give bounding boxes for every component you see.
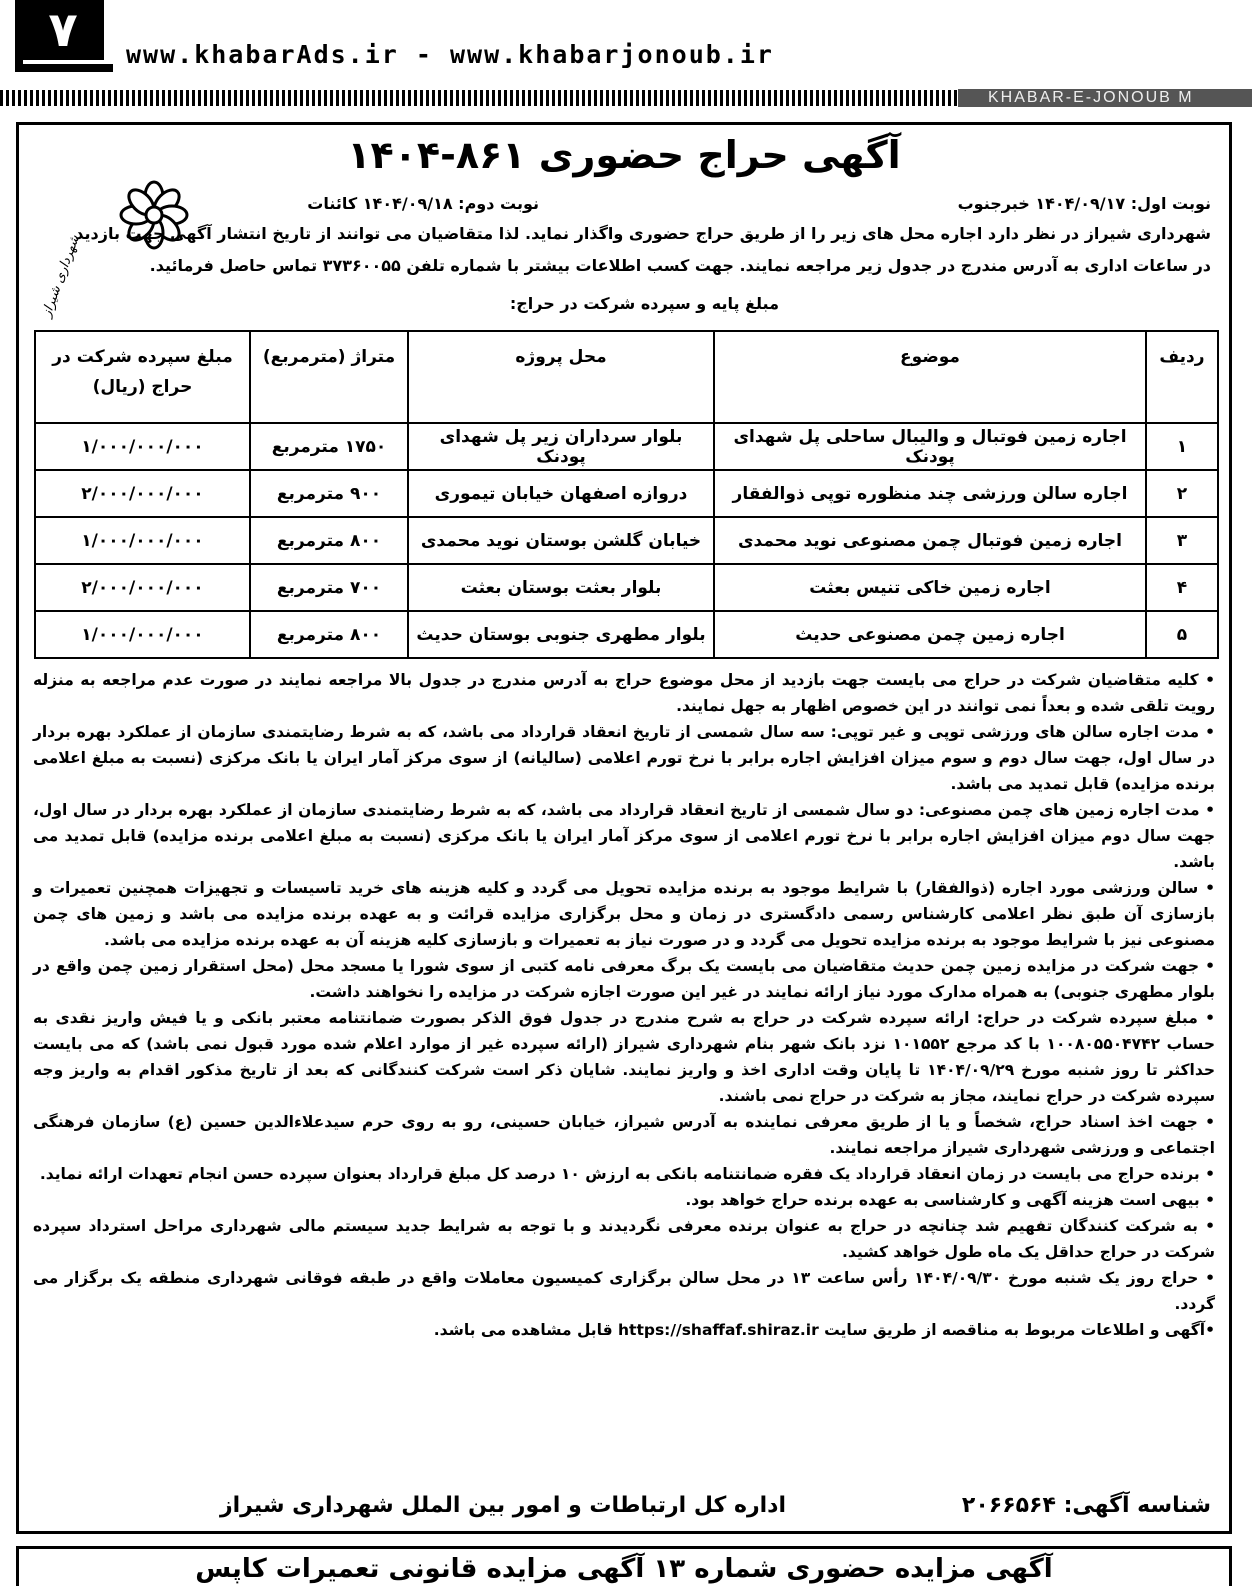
auction-table	[34, 330, 1219, 659]
auction-ad	[16, 122, 1232, 1534]
bullet-item: • حراج روز یک شنبه مورخ ۱۴۰۴/۰۹/۳۰ رأس ساعت ۱۳ در محل سالن برگزاری کمیسیون معاملات واقع در طبقه فوقانی شهرداری منطقه یک برگزار می گردد.	[33, 1269, 1215, 1313]
svg-text:شهرداری شیراز: شهرداری شیراز	[39, 233, 83, 320]
table-row	[35, 611, 1218, 658]
bullet-item: • جهت شرکت در مزایده زمین چمن حدیث متقاضیان می بایست یک برگ معرفی نامه کتبی از سوی شورا یا مسجد محل (محل استقرار زمین چمن واقع در بلوار مطهری جنوبی) به همراه مدارک مورد نیاز ارائه نمایند در غیر این صورت اجازه شرکت در مزایده را نخواهند داشت.	[33, 957, 1215, 1001]
next-ad-title: آگهی مزایده حضوری شماره ۱۳ آگهی مزایده قانونی تعمیرات کاپس	[16, 1546, 1232, 1586]
row-number: ۲	[1146, 470, 1218, 517]
header-row-number: ردیف	[1146, 331, 1218, 423]
row-location: بلوار سرداران زیر پل شهدای پودنک	[408, 423, 714, 470]
row-deposit: ۲/۰۰۰/۰۰۰/۰۰۰	[35, 564, 250, 611]
intro-line-1: شهرداری شیراز در نظر دارد اجاره محل های زیر را از طریق حراج حضوری واگذار نماید. لذا متقاضیان می توانند از تاریخ انتشار آگهی جهت بازدید	[75, 224, 1211, 243]
table-row	[35, 564, 1218, 611]
page-number-frame-bottom	[15, 64, 113, 72]
row-number: ۳	[1146, 517, 1218, 564]
header-barcode-strip	[0, 90, 958, 106]
bullet-item: • کلیه متقاضیان شرکت در حراج می بایست جهت بازدید از محل موضوع حراج به آدرس مندرج در جدول بالا مراجعه نمایند در صورت عدم مراجعه به منزله رویت تلقی شده و بعداً نمی توانند در این خصوص اظهار به جهل نمایند.	[33, 671, 1215, 715]
row-deposit: ۱/۰۰۰/۰۰۰/۰۰۰	[35, 517, 250, 564]
row-deposit: ۱/۰۰۰/۰۰۰/۰۰۰	[35, 611, 250, 658]
row-area: ۷۰۰ مترمربع	[250, 564, 408, 611]
row-number: ۱	[1146, 423, 1218, 470]
header-deposit: مبلغ سپرده شرکت در حراج (ریال)	[35, 331, 250, 423]
newspaper-brand: KHABAR-E-JONOUB M	[958, 89, 1252, 107]
bullet-item: • مبلغ سپرده شرکت در حراج: ارائه سپرده شرکت در حراج به شرح مندرج در جدول فوق الذکر بصورت ضمانتنامه معتبر بانکی و یا فیش واریز نقدی به حساب ۱۰۰۸۰۵۵۰۴۷۴۲ با کد مرجع ۱۰۱۵۵۲ نزد بانک شهر بنام شهرداری شیراز (ارائه سپرده غیر از موارد اعلام شده مورد قبول نمی باشد) که می بایست حداکثر تا روز شنبه مورخ ۱۴۰۴/۰۹/۲۹ تا پایان وقت اداری اخذ و واریز نمایند. شایان ذکر است شرکت کنندگانی که بعد از تاریخ مذکور اقدام به واریز وجه سپرده شرکت در حراج نمایند، مجاز به شرکت در حراج نمی باشند.	[33, 1009, 1216, 1105]
ad-title: آگهی حراج حضوری ۸۶۱-۱۴۰۴	[347, 133, 901, 177]
bullet-item: • بیهی است هزینه آگهی و کارشناسی به عهده برنده حراج خواهد بود.	[685, 1191, 1215, 1209]
bullet-item: • مدت اجاره زمین های چمن مصنوعی: دو سال شمسی از تاریخ انعقاد قرارداد می باشد، که به شرط رضایتمندی سازمان از عملکرد بهره بردار در سال اول، جهت سال دوم میزان افزایش اجاره برابر با نرخ تورم اعلامی از سوی مرکز آمار ایران یا بانک مرکزی (نسبت به مبلغ اعلامی برنده مزایده) قابل تمدید می باشد.	[33, 801, 1215, 871]
table-header-row	[35, 331, 1218, 423]
bullet-item: • به شرکت کنندگان تفهیم شد چنانچه در حراج به عنوان برنده معرفی نگردیدند و با توجه به شرایط جدید سیستم مالی شهرداری مراحل استرداد سپرده شرکت در حراج حداقل یک ماه طول خواهد کشید.	[33, 1217, 1215, 1261]
row-subject: اجاره زمین خاکی تنیس بعثت	[714, 564, 1146, 611]
bullet-item: •آگهی و اطلاعات مربوط به مناقصه از طریق سایت https://shaffaf.shiraz.ir قابل مشاهده می باشد.	[433, 1321, 1215, 1339]
row-area: ۹۰۰ مترمربع	[250, 470, 408, 517]
page-number: ۷	[22, 0, 104, 60]
row-location: خیابان گلشن بوستان نوید محمدی	[408, 517, 714, 564]
table-row	[35, 423, 1218, 470]
row-number: ۴	[1146, 564, 1218, 611]
first-publish: نوبت اول: ۱۴۰۴/۰۹/۱۷ خبرجنوب	[957, 194, 1211, 213]
row-deposit: ۲/۰۰۰/۰۰۰/۰۰۰	[35, 470, 250, 517]
row-location: بلوار بعثت بوستان بعثت	[408, 564, 714, 611]
second-publish: نوبت دوم: ۱۴۰۴/۰۹/۱۸ کائنات	[307, 194, 539, 213]
bullet-item: • مدت اجاره سالن های ورزشی توپی و غیر توپی: سه سال شمسی از تاریخ انعقاد قرارداد می باشد، که به شرط رضایتمندی سازمان از عملکرد بهره بردار در سال اول، جهت سال دوم و سوم میزان افزایش اجاره برابر با نرخ تورم اعلامی (سالیانه) از سوی مرکز آمار ایران یا بانک مرکزی (نسبت به مبلغ اعلامی برنده مزایده) قابل تمدید می باشد.	[33, 723, 1215, 793]
table-row	[35, 470, 1218, 517]
intro-line-2: در ساعات اداری به آدرس مندرج در جدول زیر مراجعه نمایند. جهت کسب اطلاعات بیشتر با شماره تلفن ۳۷۳۶۰۰۵۵ تماس حاصل فرمائید.	[149, 256, 1211, 275]
website-urls: www.khabarAds.ir - www.khabarjonoub.ir	[126, 40, 774, 69]
bullet-item: • سالن ورزشی مورد اجاره (ذوالفقار) با شرایط موجود به برنده مزایده تحویل می گردد و کلیه هزینه های خرید تاسیسات و تجهیزات همچنین تعمیرات و بازسازی آن طبق نظر اعلامی کارشناس رسمی دادگستری در زمان و محل برگزاری مزایده قرائت و به عهده برنده مزایده می باشد و زمین های چمن مصنوعی نیز با شرایط موجود به برنده مزایده تحویل می گردد و در صورت نیاز به تعمیرات و بازسازی کلیه هزینه آن به عهده برنده مزایده می باشد.	[33, 879, 1215, 949]
row-subject: اجاره زمین فوتبال چمن مصنوعی نوید محمدی	[714, 517, 1146, 564]
intro-line-3: مبلغ پایه و سپرده شرکت در حراج:	[509, 294, 779, 313]
bullet-item: • جهت اخذ اسناد حراج، شخصاً و یا از طریق معرفی نماینده به آدرس شیراز، خیابان حسینی، رو به روی حرم سیدعلاءالدین حسین (ع) سازمان فرهنگی اجتماعی و ورزشی شهرداری شیراز مراجعه نمایند.	[33, 1113, 1215, 1157]
row-subject: اجاره زمین چمن مصنوعی حدیث	[714, 611, 1146, 658]
row-subject: اجاره سالن ورزشی چند منظوره توپی ذوالفقار	[714, 470, 1146, 517]
row-area: ۸۰۰ مترمربع	[250, 517, 408, 564]
row-location: بلوار مطهری جنوبی بوستان حدیث	[408, 611, 714, 658]
table-row	[35, 517, 1218, 564]
row-area: ۸۰۰ مترمربع	[250, 611, 408, 658]
header-area: متراژ (مترمربع)	[250, 331, 408, 423]
ad-id: شناسه آگهی: ۲۰۶۶۵۶۴	[961, 1493, 1211, 1518]
row-deposit: ۱/۰۰۰/۰۰۰/۰۰۰	[35, 423, 250, 470]
issuing-organization: اداره کل ارتباطات و امور بین الملل شهرداری شیراز	[219, 1493, 786, 1518]
row-location: دروازه اصفهان خیابان تیموری	[408, 470, 714, 517]
ad-footer	[37, 1489, 1211, 1529]
header-subject: موضوع	[714, 331, 1146, 423]
bullet-item: • برنده حراج می بایست در زمان انعقاد قرارداد یک فقره ضمانتنامه بانکی به ارزش ۱۰ درصد کل مبلغ قرارداد بعنوان سپرده حسن انجام تعهدات ارائه نماید.	[39, 1165, 1215, 1183]
row-number: ۵	[1146, 611, 1218, 658]
bullet-list	[33, 667, 1215, 1343]
row-area: ۱۷۵۰ مترمربع	[250, 423, 408, 470]
row-subject: اجاره زمین فوتبال و والیبال ساحلی پل شهدای پودنک	[714, 423, 1146, 470]
header-location: محل پروژه	[408, 331, 714, 423]
